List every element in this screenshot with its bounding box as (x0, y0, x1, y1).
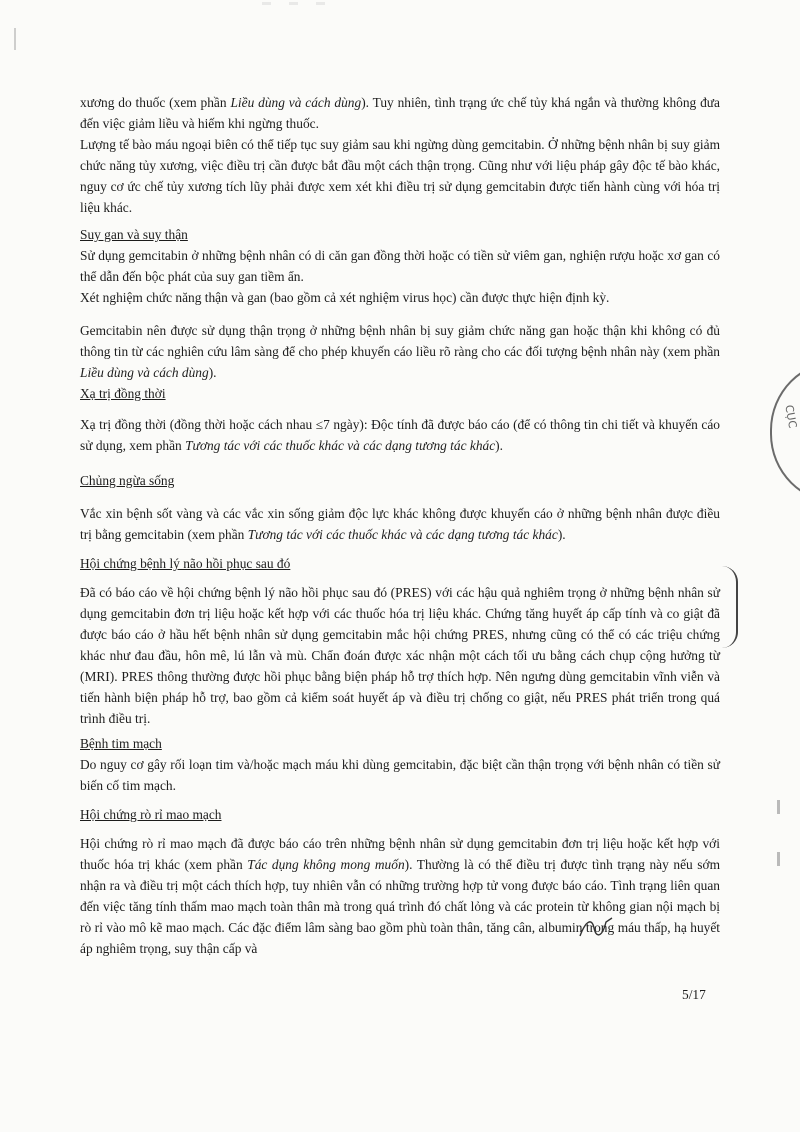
text-run: ). Thường là có thể điều trị được tình trạng này nếu sớm nhận ra và điều trị một cách thích hợp, tuy nhiên vẫn có những trường hợp tử vong được báo cáo. Tình trạng liên quan đến việc tăng tính thấm mao mạch toàn thân mà trong quá trình đó chất lỏng và các protein từ không gian nội mạch bị rò rỉ vào mô kẽ mao mạch. Các đặc điểm lâm sàng bao gồm phù toàn thân, tăng cân, albumin trong máu thấp, hạ huyết áp nghiêm trọng, suy thận cấp và (80, 857, 721, 956)
text-run: Xạ trị đồng thời (đồng thời hoặc cách nhau ≤7 ngày): Độc tính đã được báo cáo (để có thông tin chi tiết và khuyến cáo sử dụng, xem phần (80, 417, 720, 453)
section-heading-pres: Hội chứng bệnh lý não hồi phục sau đó (80, 556, 291, 571)
section-paragraph: Do nguy cơ gây rối loạn tim và/hoặc mạch máu khi dùng gemcitabin, đặc biệt cần thận trọng với bệnh nhân có tiền sử biến cố tim mạch. (80, 757, 720, 793)
cross-reference: Tác dụng không mong muốn (247, 857, 405, 872)
section-heading-live-vaccines: Chủng ngừa sống (80, 473, 175, 488)
text-run: Vắc xin bệnh sốt vàng và các vắc xin sống giảm độc lực khác không được khuyến cáo ở những bệnh nhân được điều trị bằng gemcitabin (xem phần (80, 506, 720, 542)
pen-scribble-icon (576, 914, 616, 942)
paragraph-p1 (80, 92, 720, 134)
section-paragraph: Xét nghiệm chức năng thận và gan (bao gồm cả xét nghiệm virus học) cần được thực hiện định kỳ. (80, 290, 610, 305)
stamp-fragment-text: CỤC (782, 403, 800, 430)
stamp-fragment (770, 360, 800, 504)
section-heading-radiotherapy: Xạ trị đồng thời (80, 386, 166, 401)
text-run: xương do thuốc (xem phần (80, 95, 231, 110)
section-paragraph (80, 833, 720, 959)
section-heading-capillary-leak: Hội chứng rò rỉ mao mạch (80, 807, 222, 822)
scan-speck (262, 2, 352, 5)
scan-speck (14, 28, 16, 50)
text-run: ). Tuy nhiên, tình trạng ức chế tủy khá ngắn và thường không đưa đến việc giảm liều và hiếm khi ngừng thuốc. (80, 95, 720, 131)
scan-tick-mark (777, 800, 780, 814)
text-run: ). (495, 438, 503, 453)
paragraph-p2: Lượng tế bào máu ngoại biên có thể tiếp tục suy giảm sau khi ngừng dùng gemcitabin. Ở những bệnh nhân bị suy giảm chức năng tủy xương, việc điều trị cần được bắt đầu một cách thận trọng. Cũng như với liệu pháp gây độc tế bào khác, nguy cơ ức chế tủy xương tích lũy phải được xem xét khi điều trị sử dụng gemcitabin được tiến hành cùng với hóa trị liệu khác. (80, 137, 720, 215)
page-number: 5/17 (682, 987, 706, 1002)
cross-reference: Tương tác với các thuốc khác và các dạng tương tác khác (185, 438, 496, 453)
section-paragraph: Sử dụng gemcitabin ở những bệnh nhân có di căn gan đồng thời hoặc có tiền sử viêm gan, nghiện rượu hoặc xơ gan có thể dẫn đến bộc phát của suy gan tiềm ẩn. (80, 248, 720, 284)
section-heading-cardiovascular: Bệnh tim mạch (80, 736, 162, 751)
cross-reference: Tương tác với các thuốc khác và các dạng tương tác khác (247, 527, 558, 542)
cross-reference: Liều dùng và cách dùng (80, 365, 209, 380)
text-run: ). (557, 527, 566, 542)
cross-reference: Liều dùng và cách dùng (230, 95, 362, 110)
section-paragraph (80, 503, 720, 545)
section-paragraph (80, 414, 720, 456)
section-paragraph (80, 320, 720, 383)
text-run: ). (208, 365, 217, 380)
text-run: Gemcitabin nên được sử dụng thận trọng ở những bệnh nhân bị suy giảm chức năng gan hoặc thận khi không có đủ thông tin từ các nghiên cứu lâm sàng để cho phép khuyến cáo liều rõ ràng cho các đối tượng bệnh nhân này (xem phần (80, 323, 720, 359)
scan-tick-mark (777, 852, 780, 866)
section-paragraph: Đã có báo cáo về hội chứng bệnh lý não hồi phục sau đó (PRES) với các hậu quả nghiêm trọng ở những bệnh nhân sử dụng gemcitabin đơn trị liệu hoặc kết hợp với các thuốc hóa trị liệu khác. Chứng tăng huyết áp cấp tính và co giật đã được báo cáo ở hầu hết bệnh nhân sử dụng gemcitabin mắc hội chứng PRES, nhưng cũng có thể có các triệu chứng khác như đau đầu, hôn mê, lú lẫn và mù. Chẩn đoán được xác nhận một cách tối ưu bằng cách chụp cộng hưởng từ (MRI). PRES thông thường được hồi phục bằng biện pháp hỗ trợ thích hợp. Nên ngưng dùng gemcitabin vĩnh viễn và tiến hành biện pháp hỗ trợ, bao gồm cả kiểm soát huyết áp và điều trị chống co giật, nếu PRES phát triển trong quá trình điều trị. (80, 585, 720, 726)
section-heading-liver-kidney: Suy gan và suy thận (80, 227, 188, 242)
document-body (80, 92, 720, 959)
handwritten-bracket-mark (722, 566, 738, 648)
text-run: Hội chứng rò rỉ mao mạch đã được báo cáo trên những bệnh nhân sử dụng gemcitabin đơn trị liệu hoặc kết hợp với thuốc hóa trị khác (xem phần (80, 836, 720, 872)
